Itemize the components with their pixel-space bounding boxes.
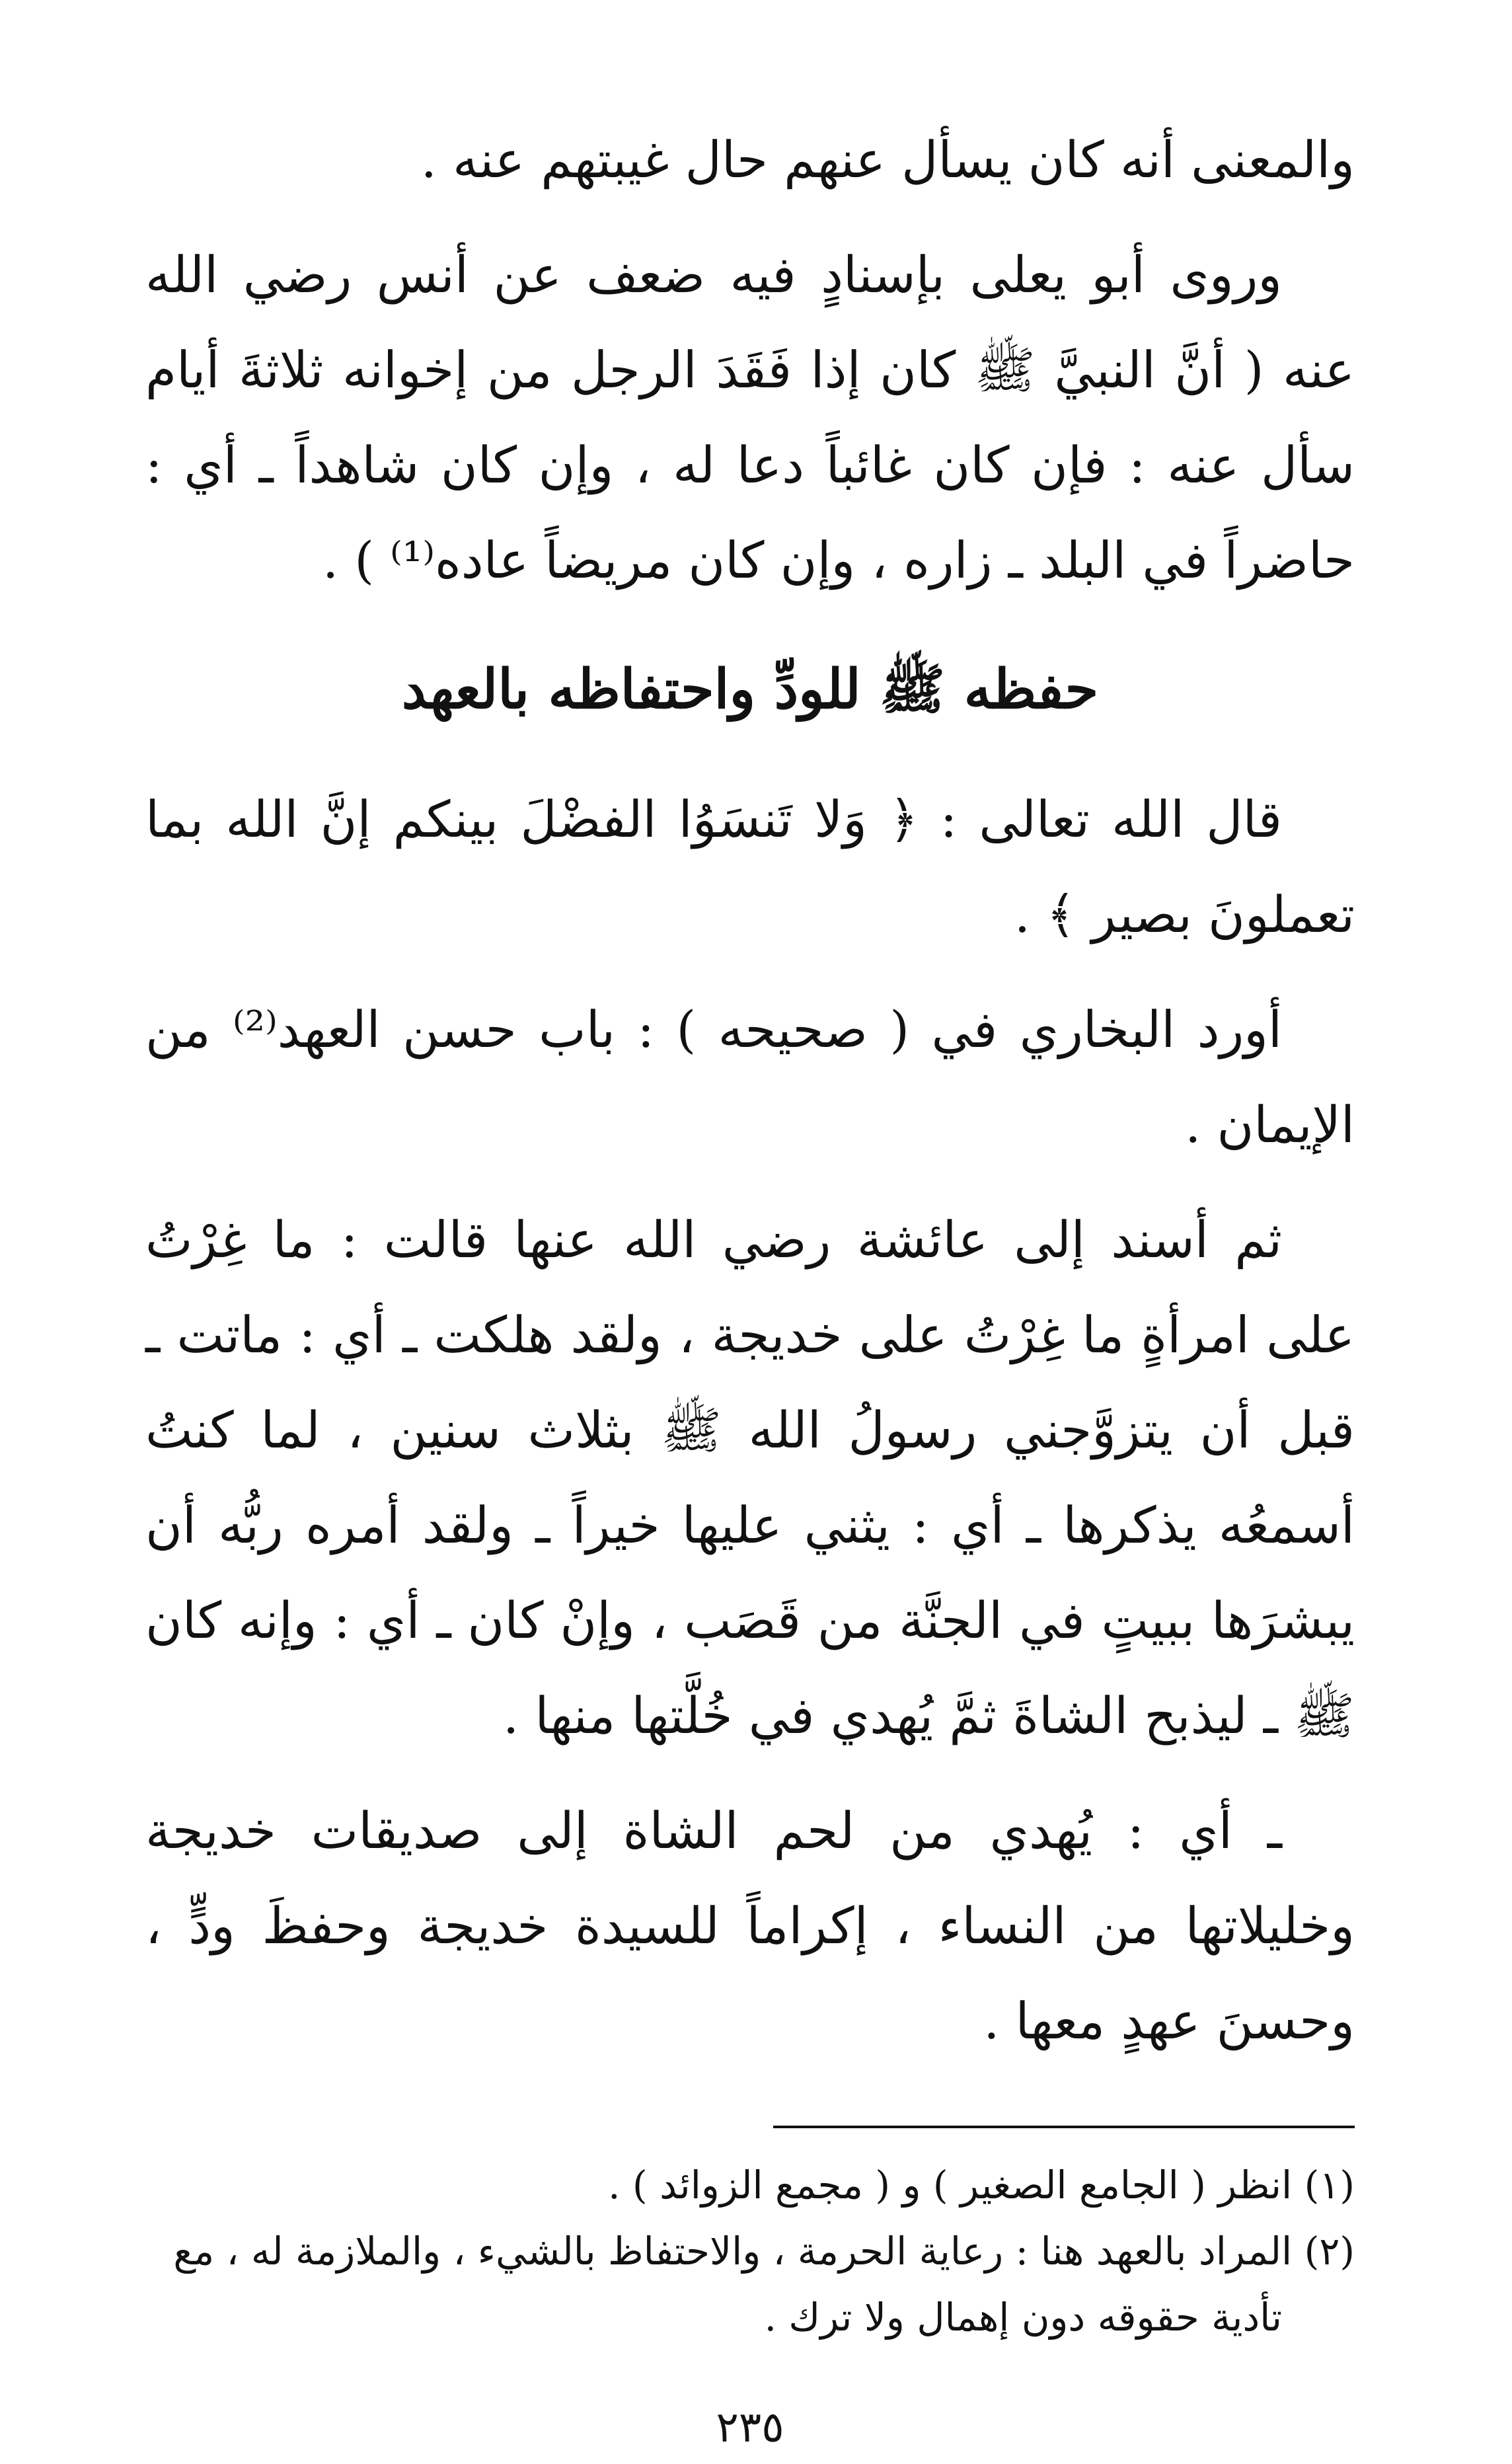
page-number: ٢٣٥	[716, 2403, 784, 2452]
paragraph-meaning: والمعنى أنه كان يسأل عنهم حال غيبتهم عنه .	[420, 130, 1355, 189]
footnote-2-continuation: تأدية حقوقه دون إهمال ولا ترك .	[764, 2295, 1282, 2340]
section-heading: حفظه ﷺ للودِّ واحتفاظه بالعهد	[401, 658, 1099, 721]
paragraph-bukhari-chapter: أورد البخاري في ( صحيحه ) : باب حسن العهد⁽²⁾ من الإيمان .	[145, 1000, 1355, 1154]
footnote-1: (١) انظر ( الجامع الصغير ) و ( مجمع الزوائد ) .	[608, 2163, 1355, 2208]
paragraph-abu-yala-narration: وروى أبو يعلى بإسنادٍ فيه ضعف عن أنس رضي الله عنه ( أنَّ النبيَّ ﷺ كان إذا فَقَدَ الرجل من إخوانه ثلاثةَ أيام سأل عنه : فإن كان غائباً دعا له ، وإن كان شاهداً ـ أي : حاضراً في البلد ـ زاره ، وإن كان مريضاً عاده⁽¹⁾ ) .	[145, 245, 1355, 590]
footnote-separator	[773, 2126, 1355, 2128]
paragraph-quran-verse: قال الله تعالى : ﴿ وَلا تَنسَوُا الفضْلَ بينكم إنَّ الله بما تعملونَ بصير ﴾ .	[145, 790, 1355, 944]
paragraph-aisha-hadith: ثم أسند إلى عائشة رضي الله عنها قالت : ما غِرْتُ على امرأةٍ ما غِرْتُ على خديجة ، ولقد هلكت ـ أي : ماتت ـ قبل أن يتزوَّجني رسولُ الله ﷺ بثلاث سنين ، لما كنتُ أسمعُه يذكرها ـ أي : يثني عليها خيراً ـ ولقد أمره ربُّه أن يبشرَها ببيتٍ في الجنَّة من قَصَب ، وإنْ كان ـ أي : وإنه كان ﷺ ـ ليذبح الشاةَ ثمَّ يُهدي في خُلَّتها منها .	[145, 1210, 1355, 1745]
book-page	[145, 112, 1355, 2452]
footnote-2: (٢) المراد بالعهد هنا : رعاية الحرمة ، والاحتفاظ بالشيء ، والملازمة له ، مع	[173, 2229, 1355, 2274]
paragraph-explanation: ـ أي : يُهدي من لحم الشاة إلى صديقات خديجة وخليلاتها من النساء ، إكراماً للسيدة خديجة وحفظَ ودٍّ ، وحسنَ عهدٍ معها .	[145, 1801, 1355, 2050]
